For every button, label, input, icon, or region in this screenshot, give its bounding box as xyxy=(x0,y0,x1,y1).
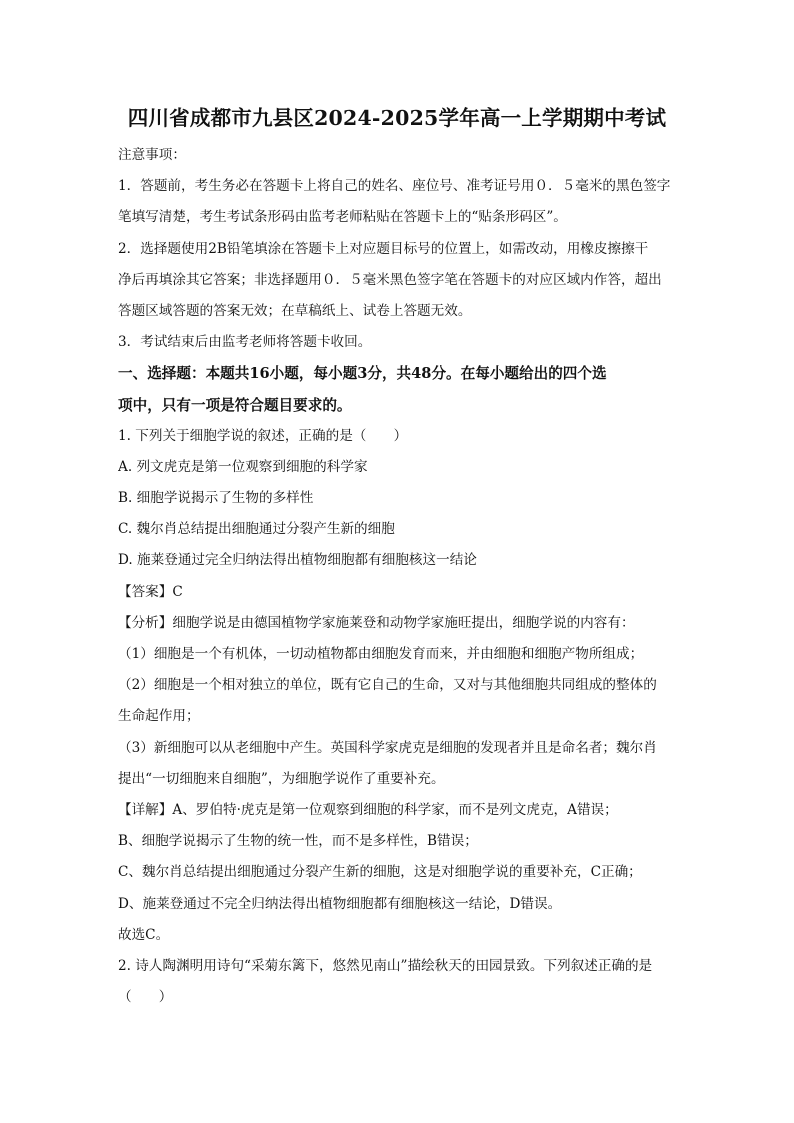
question-1-analysis: （1）细胞是一个有机体，一切动植物都由细胞发育而来，并由细胞和细胞产物所组成； xyxy=(118,646,644,662)
question-1-detail: D、施莱登通过不完全归纳法得出植物细胞都有细胞核这一结论，D错误。 xyxy=(118,895,562,912)
notice-item-2-cont: 净后再填涂其它答案；非选择题用０．５毫米黑色签字笔在答题卡的对应区域内作答，超出 xyxy=(118,271,662,288)
question-1-option-a: A. 列文虎克是第一位观察到细胞的科学家 xyxy=(118,458,368,475)
question-1-option-d: D. 施莱登通过完全归纳法得出植物细胞都有细胞核这一结论 xyxy=(118,552,477,569)
question-1-detail: 【详解】A、罗伯特·虎克是第一位观察到细胞的科学家，而不是列文虎克，A错误； xyxy=(118,801,618,818)
question-1-conclusion: 故选C。 xyxy=(118,926,170,943)
question-1-stem: 1. 下列关于细胞学说的叙述，正确的是（ ） xyxy=(118,427,408,444)
notice-heading: 注意事项： xyxy=(118,147,186,163)
question-1-analysis: （2）细胞是一个相对独立的单位，既有它自己的生命，又对与其他细胞共同组成的整体的 xyxy=(118,677,657,694)
notice-item-2-cont: 答题区域答题的答案无效；在草稿纸上、试卷上答题无效。 xyxy=(118,302,472,319)
page-title: 四川省成都市九县区2024-2025学年高一上学期期中考试 xyxy=(127,106,667,130)
question-1-answer: 【答案】C xyxy=(118,583,183,600)
question-2-stem-cont: （ ） xyxy=(118,989,173,1006)
document-body xyxy=(118,140,676,1013)
question-1-analysis: （3）新细胞可以从老细胞中产生。英国科学家虎克是细胞的发现者并且是命名者；魏尔肖 xyxy=(118,739,657,756)
notice-item-1-cont: 笔填写清楚，考生考试条形码由监考老师粘贴在答题卡上的“贴条形码区”。 xyxy=(118,209,567,226)
question-2-stem: 2. 诗人陶渊明用诗句“采菊东篱下，悠然见南山”描绘秋天的田园景致。下列叙述正确的是 xyxy=(118,957,653,974)
section-heading: 一、选择题：本题共16小题，每小题3分，共48分。在每小题给出的四个选 xyxy=(118,365,607,383)
notice-item-1: 1．答题前，考生务必在答题卡上将自己的姓名、座位号、准考证号用０．５毫米的黑色签字 xyxy=(118,178,671,195)
section-heading-cont: 项中，只有一项是符合题目要求的。 xyxy=(118,396,352,414)
question-1-option-c: C. 魏尔肖总结提出细胞通过分裂产生新的细胞 xyxy=(118,521,395,538)
question-1-option-b: B. 细胞学说揭示了生物的多样性 xyxy=(118,490,314,507)
question-1-detail: B、细胞学说揭示了生物的统一性，而不是多样性，B错误； xyxy=(118,833,478,850)
notice-item-3: 3．考试结束后由监考老师将答题卡收回。 xyxy=(118,334,372,351)
question-1-analysis: 【分析】细胞学说是由德国植物学家施莱登和动物学家施旺提出，细胞学说的内容有： xyxy=(118,614,635,631)
question-1-analysis: 生命起作用； xyxy=(118,708,200,725)
question-1-analysis: 提出“一切细胞来自细胞”，为细胞学说作了重要补充。 xyxy=(118,770,445,787)
question-1-detail: C、魏尔肖总结提出细胞通过分裂产生新的细胞，这是对细胞学说的重要补充，C正确； xyxy=(118,864,642,881)
notice-item-2: 2．选择题使用2B铅笔填涂在答题卡上对应题目标号的位置上，如需改动，用橡皮擦擦干 xyxy=(118,240,649,257)
